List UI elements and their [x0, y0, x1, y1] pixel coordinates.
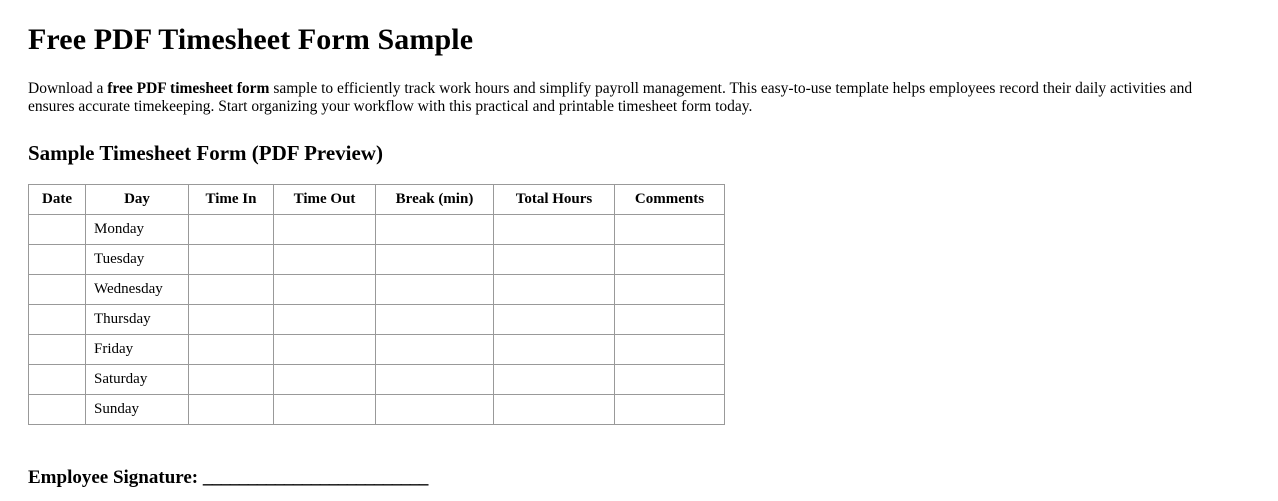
- cell-total-hours[interactable]: [494, 394, 615, 424]
- intro-paragraph: [28, 80, 1238, 117]
- cell-comments[interactable]: [615, 394, 725, 424]
- table-row: [29, 334, 725, 364]
- cell-time-out[interactable]: [274, 394, 376, 424]
- cell-time-out[interactable]: [274, 364, 376, 394]
- cell-time-out[interactable]: [274, 334, 376, 364]
- table-row: [29, 394, 725, 424]
- column-header-total-hours: Total Hours: [494, 184, 615, 214]
- cell-date[interactable]: [29, 364, 86, 394]
- cell-comments[interactable]: [615, 244, 725, 274]
- cell-time-in[interactable]: [189, 334, 274, 364]
- cell-day: Monday: [86, 214, 189, 244]
- cell-time-in[interactable]: [189, 214, 274, 244]
- cell-date[interactable]: [29, 304, 86, 334]
- cell-total-hours[interactable]: [494, 244, 615, 274]
- column-header-time-out: Time Out: [274, 184, 376, 214]
- cell-comments[interactable]: [615, 274, 725, 304]
- table-row: [29, 304, 725, 334]
- cell-time-in[interactable]: [189, 304, 274, 334]
- intro-text-part1: Download a: [28, 80, 108, 97]
- section-title: Sample Timesheet Form (PDF Preview): [28, 140, 383, 165]
- cell-comments[interactable]: [615, 364, 725, 394]
- cell-total-hours[interactable]: [494, 364, 615, 394]
- table-row: [29, 244, 725, 274]
- employee-signature-label: Employee Signature:: [28, 466, 199, 488]
- intro-text-bold: free PDF timesheet form: [107, 80, 270, 97]
- cell-time-in[interactable]: [189, 364, 274, 394]
- cell-total-hours[interactable]: [494, 304, 615, 334]
- employee-signature-block: [28, 467, 1250, 490]
- cell-day: Sunday: [86, 394, 189, 424]
- cell-total-hours[interactable]: [494, 334, 615, 364]
- cell-comments[interactable]: [615, 304, 725, 334]
- cell-break[interactable]: [376, 394, 494, 424]
- cell-break[interactable]: [376, 364, 494, 394]
- cell-time-in[interactable]: [189, 274, 274, 304]
- cell-break[interactable]: [376, 334, 494, 364]
- cell-time-out[interactable]: [274, 304, 376, 334]
- table-header-row: [29, 184, 725, 214]
- cell-comments[interactable]: [615, 214, 725, 244]
- cell-break[interactable]: [376, 274, 494, 304]
- cell-day: Tuesday: [86, 244, 189, 274]
- cell-time-out[interactable]: [274, 274, 376, 304]
- cell-date[interactable]: [29, 334, 86, 364]
- column-header-date: Date: [29, 184, 86, 214]
- table-row: [29, 364, 725, 394]
- cell-comments[interactable]: [615, 334, 725, 364]
- column-header-break: Break (min): [376, 184, 494, 214]
- cell-time-out[interactable]: [274, 244, 376, 274]
- cell-date[interactable]: [29, 244, 86, 274]
- cell-day: Friday: [86, 334, 189, 364]
- cell-date[interactable]: [29, 274, 86, 304]
- page-title: Free PDF Timesheet Form Sample: [28, 23, 474, 56]
- cell-total-hours[interactable]: [494, 214, 615, 244]
- cell-break[interactable]: [376, 304, 494, 334]
- cell-time-in[interactable]: [189, 244, 274, 274]
- cell-time-out[interactable]: [274, 214, 376, 244]
- employee-signature-line[interactable]: _________________________: [202, 466, 428, 488]
- cell-break[interactable]: [376, 244, 494, 274]
- cell-day: Saturday: [86, 364, 189, 394]
- cell-day: Wednesday: [86, 274, 189, 304]
- cell-break[interactable]: [376, 214, 494, 244]
- table-row: [29, 214, 725, 244]
- timesheet-table: [28, 184, 725, 425]
- column-header-comments: Comments: [615, 184, 725, 214]
- cell-date[interactable]: [29, 214, 86, 244]
- cell-total-hours[interactable]: [494, 274, 615, 304]
- table-row: [29, 274, 725, 304]
- column-header-day: Day: [86, 184, 189, 214]
- cell-time-in[interactable]: [189, 394, 274, 424]
- cell-day: Thursday: [86, 304, 189, 334]
- intro-text-part2: sample to efficiently track work hours and simplify payroll management. This easy-to-use template helps employees record their daily activities and ensures accurate timekeeping. Start organizing your workflow with this practical and printable timesheet form today.: [28, 80, 1193, 116]
- cell-date[interactable]: [29, 394, 86, 424]
- column-header-time-in: Time In: [189, 184, 274, 214]
